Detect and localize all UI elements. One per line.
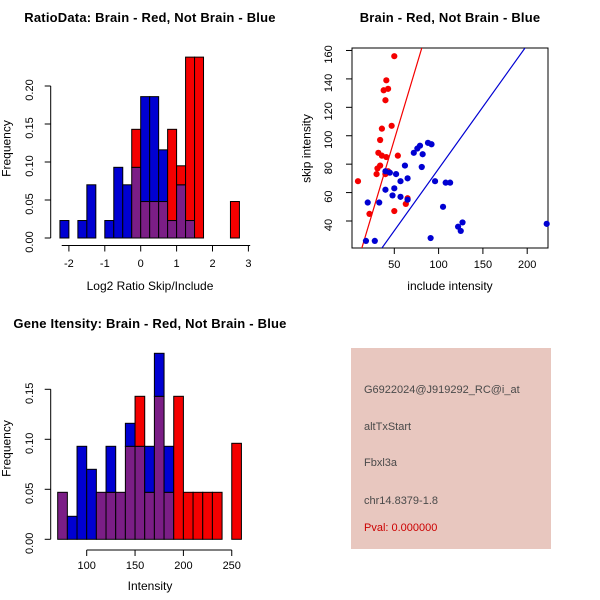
tick-label: 3 — [245, 258, 252, 270]
tick-label: 40 — [323, 218, 335, 232]
red-point — [383, 77, 389, 83]
red-point — [373, 171, 379, 177]
blue-point — [440, 204, 446, 210]
bar-segment — [230, 202, 239, 238]
blue-point — [428, 235, 434, 241]
blue-point — [382, 187, 388, 193]
red-point — [366, 211, 372, 217]
panel-gene-intensity-histogram — [0, 300, 300, 600]
axes — [323, 45, 548, 271]
gene-intensity-histogram-title: Gene Itensity: Brain - Red, Not Brain - Blue — [13, 316, 287, 331]
tick-label: 150 — [473, 259, 493, 271]
tick-label: -1 — [99, 258, 110, 270]
bar-segment — [159, 150, 168, 202]
bar-segment — [168, 221, 177, 238]
blue-point — [363, 238, 369, 244]
tick-label: 200 — [518, 259, 537, 271]
pval-text: Pval: 0.000000 — [364, 522, 438, 534]
bar-segment — [106, 446, 116, 492]
bar-segment — [145, 446, 155, 492]
tick-label: 0.15 — [24, 382, 36, 405]
bar-segment — [203, 492, 213, 539]
bar-segment — [177, 185, 186, 238]
panel-ratio-histogram — [0, 0, 300, 300]
blue-point — [420, 151, 426, 157]
tick-label: 0.05 — [24, 193, 36, 215]
blue-point — [417, 143, 423, 149]
intensity-scatter-ylabel: skip intensity — [299, 114, 314, 183]
tick-label: 250 — [222, 560, 241, 572]
red-point — [385, 86, 391, 92]
blue-point — [432, 178, 438, 184]
intensity-scatter-svg — [300, 0, 600, 300]
bar-segment — [164, 492, 174, 539]
blue-point — [365, 199, 371, 205]
blue-point — [391, 185, 397, 191]
tick-label: 140 — [323, 73, 335, 93]
bar-segment — [195, 57, 204, 238]
ratio-histogram-svg — [0, 0, 300, 300]
plot-box — [352, 48, 548, 248]
bar-segment — [186, 57, 195, 220]
red-point — [391, 208, 397, 214]
bar-segment — [150, 97, 159, 202]
bar-segment — [232, 443, 242, 539]
bar-segment — [177, 166, 186, 185]
bar-segment — [168, 129, 177, 220]
gene-info-box — [351, 348, 551, 549]
bar-segment — [154, 353, 164, 396]
gene-intensity-histogram-ylabel: Frequency — [0, 420, 14, 477]
tick-label: 200 — [174, 560, 193, 572]
bar-segment — [125, 446, 135, 539]
bar-segment — [183, 492, 193, 539]
blue-point — [393, 171, 399, 177]
bar-segment — [114, 167, 123, 238]
bar-segment — [60, 221, 69, 238]
blue-point — [459, 219, 465, 225]
blue-point — [544, 221, 550, 227]
bar-segment — [125, 423, 135, 446]
bar-segment — [150, 202, 159, 238]
bar-segment — [193, 492, 203, 539]
panel-gene-info — [300, 300, 600, 600]
tick-label: 160 — [323, 45, 335, 64]
histogram-bars — [60, 57, 240, 238]
tick-label: 0.20 — [24, 79, 36, 101]
bar-segment — [132, 129, 141, 167]
bar-segment — [212, 492, 222, 539]
blue-point — [382, 168, 388, 174]
blue-point — [404, 197, 410, 203]
red-points — [355, 53, 411, 217]
red-point — [391, 53, 397, 59]
red-point — [377, 137, 383, 143]
blue-point — [404, 175, 410, 181]
tick-label: 150 — [125, 560, 145, 572]
tick-label: 60 — [323, 190, 335, 203]
location-text: chr14.8379-1.8 — [364, 495, 438, 507]
blue-point — [397, 194, 403, 200]
bar-segment — [106, 492, 116, 539]
blue-point — [458, 228, 464, 234]
bar-segment — [87, 185, 96, 238]
bar-segment — [116, 492, 126, 539]
ratio-histogram-ylabel: Frequency — [0, 120, 14, 177]
bar-segment — [154, 396, 164, 539]
tick-label: 50 — [388, 259, 401, 271]
gene-name-text: Fbxl3a — [364, 457, 398, 469]
blue-point — [447, 180, 453, 186]
bar-segment — [123, 185, 132, 238]
blue-point — [419, 164, 425, 170]
tick-label: 80 — [323, 162, 335, 175]
blue-point — [389, 192, 395, 198]
bar-segment — [58, 492, 68, 539]
red-point — [389, 123, 395, 129]
intensity-scatter-title: Brain - Red, Not Brain - Blue — [359, 10, 541, 25]
bar-segment — [105, 221, 114, 238]
tick-label: 0.00 — [24, 532, 36, 555]
bar-segment — [135, 396, 145, 446]
panel-intensity-scatter — [300, 0, 600, 300]
tick-label: -2 — [64, 258, 74, 270]
blue-point — [372, 238, 378, 244]
blue-points — [363, 140, 550, 244]
bar-segment — [67, 516, 77, 539]
blue-point — [402, 162, 408, 168]
blue-point — [376, 199, 382, 205]
tick-label: 100 — [323, 130, 335, 149]
tick-label: 0.10 — [24, 432, 36, 455]
red-point — [355, 178, 361, 184]
bar-segment — [186, 221, 195, 238]
red-point — [382, 97, 388, 103]
tick-label: 120 — [323, 102, 335, 121]
tick-label: 1 — [173, 258, 180, 270]
bar-segment — [78, 221, 87, 238]
ratio-histogram-title: RatioData: Brain - Red, Not Brain - Blue — [24, 10, 276, 25]
blue-fit-line — [375, 36, 534, 258]
blue-point — [428, 141, 434, 147]
gene-intensity-histogram-svg — [0, 300, 300, 600]
intensity-scatter-xlabel: include intensity — [407, 279, 493, 293]
tick-label: 100 — [77, 560, 96, 572]
red-point — [377, 162, 383, 168]
ratio-histogram-xlabel: Log2 Ratio Skip/Include — [86, 279, 214, 293]
blue-point — [397, 178, 403, 184]
bar-segment — [141, 202, 150, 238]
bar-segment — [132, 167, 141, 238]
red-point — [395, 153, 401, 159]
tick-label: 0 — [137, 258, 144, 270]
event-type-text: altTxStart — [364, 421, 412, 433]
bar-segment — [141, 97, 150, 202]
histogram-bars — [58, 353, 242, 539]
tick-label: 0.15 — [24, 117, 36, 139]
bar-segment — [96, 492, 106, 539]
gene-intensity-histogram-xlabel: Intensity — [127, 579, 173, 593]
probe-id-text: G6922024@J919292_RC@i_at — [364, 384, 520, 396]
tick-label: 0.00 — [24, 231, 36, 253]
red-point — [383, 154, 389, 160]
bar-segment — [164, 446, 174, 492]
bar-segment — [174, 396, 184, 539]
tick-label: 100 — [429, 259, 448, 271]
tick-label: 2 — [209, 258, 216, 270]
bar-segment — [135, 446, 145, 539]
fit-lines — [359, 36, 534, 258]
bar-segment — [159, 202, 168, 238]
tick-label: 0.10 — [24, 155, 36, 177]
red-point — [379, 126, 385, 132]
tick-label: 0.05 — [24, 482, 36, 505]
blue-point — [411, 150, 417, 156]
bar-segment — [145, 492, 155, 539]
bar-segment — [87, 469, 97, 539]
bar-segment — [77, 446, 87, 539]
